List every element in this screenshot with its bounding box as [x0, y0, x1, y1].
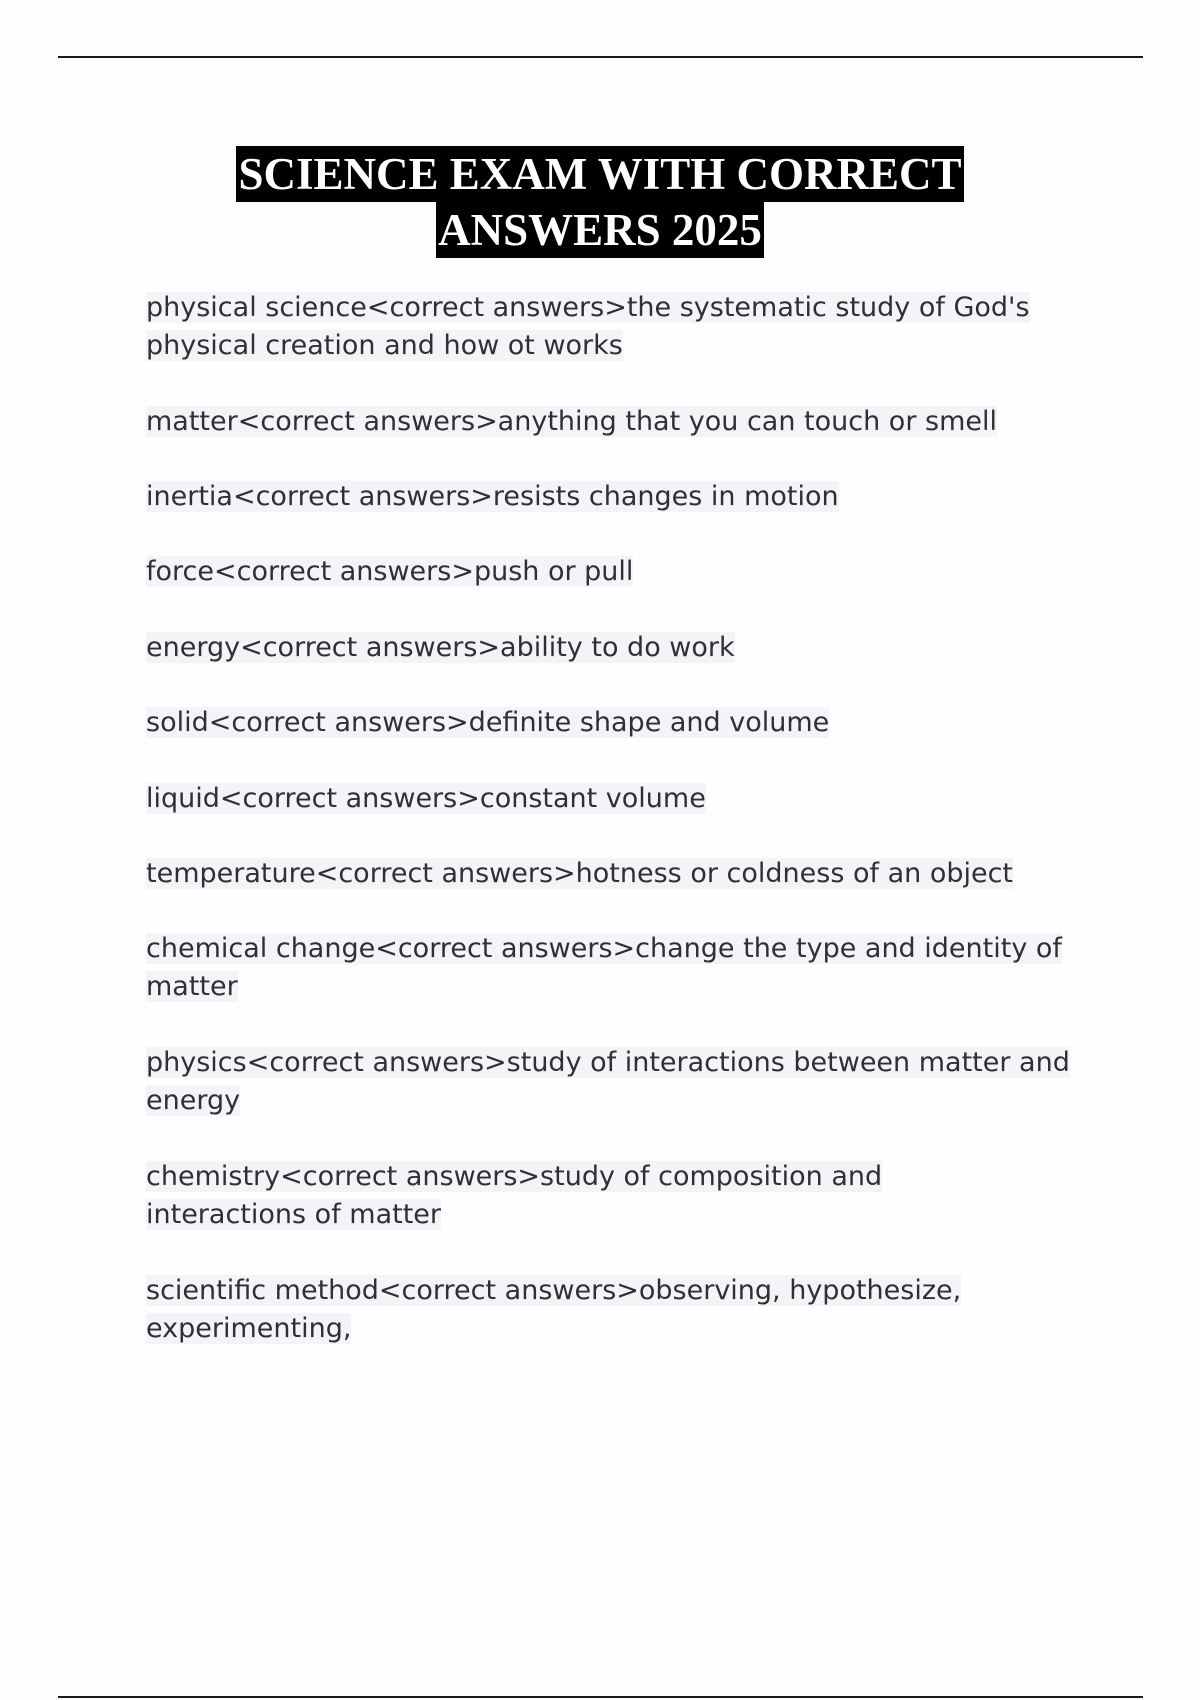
- qa-entry-text: matter<correct answers>anything that you can touch or smell: [146, 406, 997, 437]
- qa-entry-text: temperature<correct answers>hotness or coldness of an object: [146, 858, 1014, 889]
- qa-entry: [146, 930, 1076, 1006]
- qa-entry-text: energy<correct answers>ability to do work: [146, 632, 735, 663]
- qa-entry: [146, 629, 1076, 667]
- top-rule: [58, 56, 1143, 58]
- qa-entry: [146, 704, 1076, 742]
- title-line-2: ANSWERS 2025: [436, 202, 764, 258]
- bottom-rule: [58, 1696, 1143, 1698]
- qa-entry: [146, 780, 1076, 818]
- qa-entry-text: liquid<correct answers>constant volume: [146, 783, 706, 814]
- qa-entry: [146, 553, 1076, 591]
- qa-entry-text: inertia<correct answers>resists changes in motion: [146, 481, 839, 512]
- qa-entry-text: physical science<correct answers>the systematic study of God's physical creation and how ot works: [146, 292, 1030, 361]
- qa-entry: [146, 1044, 1076, 1120]
- qa-entry: [146, 1158, 956, 1234]
- qa-entry-text: scientific method<correct answers>observing, hypothesize, experimenting,: [146, 1275, 962, 1344]
- qa-entry-text: chemistry<correct answers>study of composition and interactions of matter: [146, 1161, 883, 1230]
- qa-entry-text: physics<correct answers>study of interactions between matter and energy: [146, 1047, 1070, 1116]
- qa-entry-text: force<correct answers>push or pull: [146, 556, 634, 587]
- qa-entry: [146, 403, 1076, 441]
- qa-entry-text: chemical change<correct answers>change the type and identity of matter: [146, 933, 1062, 1002]
- document-title: [0, 146, 1200, 258]
- qa-entry: [146, 855, 1076, 893]
- qa-entry: [146, 1272, 1026, 1348]
- qa-entry: [146, 478, 1076, 516]
- qa-entry-text: solid<correct answers>definite shape and volume: [146, 707, 830, 738]
- title-line-1: SCIENCE EXAM WITH CORRECT: [236, 146, 963, 202]
- qa-entry: [146, 289, 1076, 365]
